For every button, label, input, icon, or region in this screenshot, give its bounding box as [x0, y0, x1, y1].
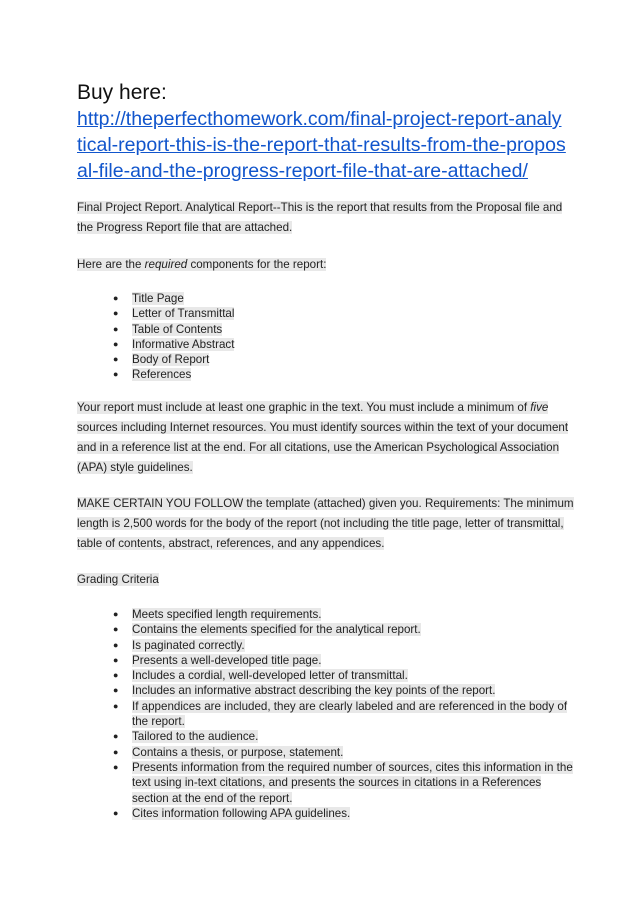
criterion-text: If appendices are included, they are clearly labeled and are referenced in the body of: [132, 699, 568, 713]
criterion-text: Cites information following APA guidelines.: [132, 806, 351, 820]
criterion-text: Tailored to the audience.: [132, 730, 259, 744]
bullet-icon: ●: [113, 670, 119, 681]
graphic-line-2: sources including Internet resources. You must identify sources within the text of your document: [77, 421, 569, 434]
list-item: [113, 729, 573, 744]
list-item: [113, 760, 573, 806]
product-link-line-1[interactable]: http://theperfecthomework.com/final-project-report-analy: [77, 108, 562, 130]
component-label: Title Page: [132, 292, 184, 305]
template-line-1: MAKE CERTAIN YOU FOLLOW the template (attached) given you. Requirements: The minimum: [77, 497, 574, 510]
component-label: Letter of Transmittal: [132, 307, 235, 321]
bullet-icon: ●: [113, 323, 119, 334]
template-line-3: table of contents, abstract, references, and any appendices.: [77, 537, 385, 550]
bullet-icon: ●: [113, 338, 119, 349]
list-item: [113, 367, 573, 382]
graphic-line-1: Your report must include at least one graphic in the text. You must include a minimum of: [77, 401, 531, 414]
list-item: [113, 337, 573, 352]
graphic-emphasis: five: [530, 401, 549, 414]
criterion-text: Presents information from the required number of sources, cites this information in the: [132, 760, 573, 774]
intro-line-2: the Progress Report file that are attached.: [77, 221, 293, 234]
graphic-line-4: (APA) style guidelines.: [77, 461, 193, 474]
list-item: [113, 322, 573, 337]
list-item: [113, 683, 573, 698]
bullet-icon: ●: [113, 609, 119, 619]
criterion-text: Contains the elements specified for the analytical report.: [132, 623, 421, 637]
criterion-text: section at the end of the report.: [132, 791, 293, 805]
criterion-text: Presents a well-developed title page.: [132, 653, 322, 667]
graphic-paragraph: [77, 398, 567, 478]
bullet-icon: ●: [113, 761, 119, 772]
bullet-icon: ●: [113, 685, 119, 696]
grading-title: Grading Criteria: [77, 573, 159, 586]
list-item: [113, 653, 573, 668]
bullet-icon: ●: [113, 639, 119, 650]
list-item: [113, 352, 573, 367]
bullet-icon: ●: [113, 308, 119, 319]
bullet-icon: ●: [113, 731, 119, 742]
list-item: [113, 638, 573, 653]
bullet-icon: ●: [113, 746, 119, 757]
bullet-icon: ●: [113, 293, 119, 303]
component-label: References: [132, 368, 192, 382]
list-item: [113, 668, 573, 683]
component-label: Informative Abstract: [132, 337, 235, 351]
criterion-text: Contains a thesis, or purpose, statement.: [132, 745, 344, 759]
criterion-text: Includes an informative abstract describing the key points of the report.: [132, 684, 496, 698]
list-item: [113, 622, 573, 637]
required-emphasis: required: [144, 258, 188, 271]
required-paragraph: [77, 255, 567, 275]
list-item: [113, 607, 573, 622]
bullet-icon: ●: [113, 654, 119, 665]
list-item: [113, 806, 573, 821]
component-label: Table of Contents: [132, 322, 223, 336]
bullet-icon: ●: [113, 624, 119, 635]
list-item: [113, 291, 573, 306]
product-link-anchor[interactable]: [77, 106, 567, 184]
criterion-text: Is paginated correctly.: [132, 638, 245, 652]
required-after: components for the report:: [187, 258, 327, 271]
criterion-text: Meets specified length requirements.: [132, 608, 322, 621]
product-link-line-3[interactable]: al-file-and-the-progress-report-file-that-are-attached/: [77, 160, 528, 182]
criterion-text: text using in-text citations, and presents the sources in citations in a References: [132, 776, 542, 790]
bullet-icon: ●: [113, 369, 119, 380]
graphic-line-3: and in a reference list at the end. For all citations, use the American Psychological Association: [77, 441, 560, 454]
intro-line-1: Final Project Report. Analytical Report--This is the report that results from the Proposal file and: [77, 201, 563, 214]
criterion-text: Includes a cordial, well-developed letter of transmittal.: [132, 669, 408, 683]
criterion-text: the report.: [132, 715, 185, 729]
required-before: Here are the: [77, 258, 145, 271]
buy-here-heading: Buy here:: [77, 81, 167, 104]
intro-paragraph: [77, 198, 567, 238]
product-link[interactable]: [77, 106, 567, 184]
bullet-icon: ●: [113, 700, 119, 711]
list-item: [113, 745, 573, 760]
bullet-icon: ●: [113, 807, 119, 818]
bullet-icon: ●: [113, 354, 119, 365]
product-link-line-2[interactable]: tical-report-this-is-the-report-that-results-from-the-propos: [77, 134, 566, 156]
list-item: [113, 306, 573, 321]
criteria-list: [113, 607, 573, 821]
list-item: [113, 699, 573, 730]
component-label: Body of Report: [132, 353, 210, 367]
template-line-2: length is 2,500 words for the body of the report (not including the title page, letter of transmittal,: [77, 517, 564, 530]
template-paragraph: [77, 494, 574, 554]
components-list: [113, 291, 573, 383]
